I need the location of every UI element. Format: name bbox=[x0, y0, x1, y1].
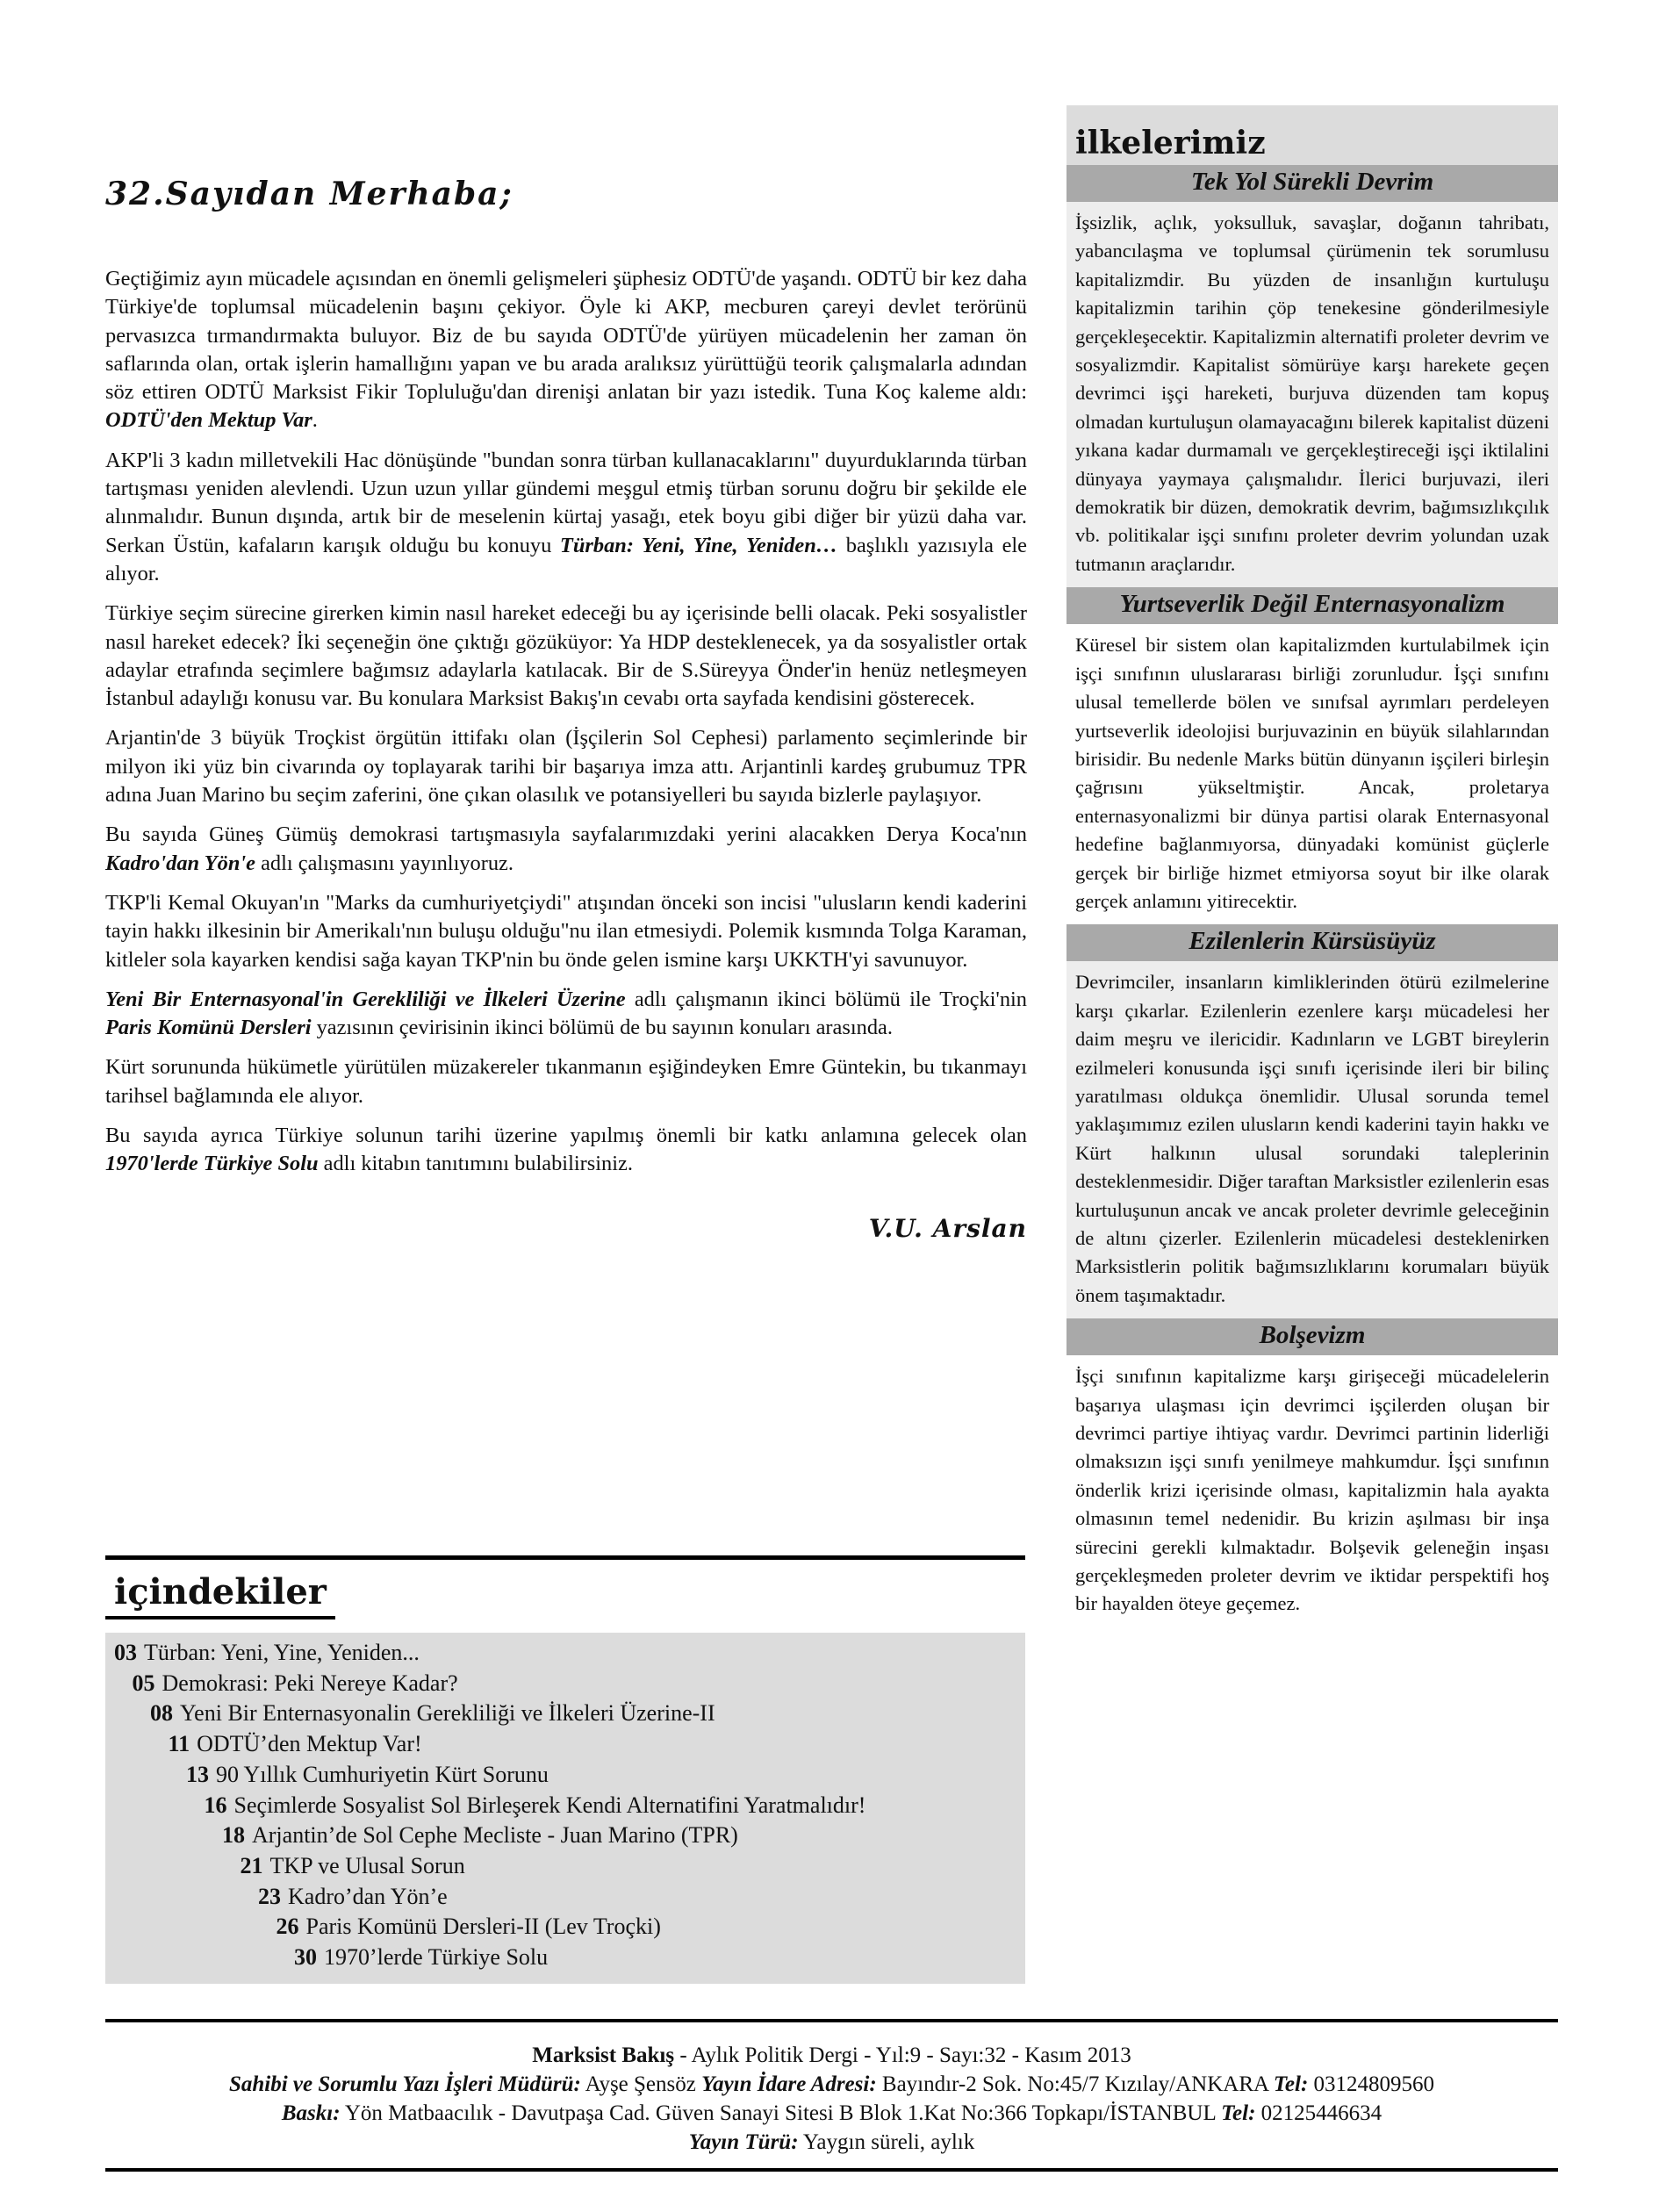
toc-item-title: Kadro’dan Yön’e bbox=[288, 1883, 448, 1909]
tel-value: 02125446634 bbox=[1255, 2101, 1382, 2125]
toc-item[interactable] bbox=[241, 1853, 465, 1879]
footer-bottom-rule bbox=[105, 2168, 1558, 2172]
tel-label: Tel: bbox=[1273, 2072, 1309, 2096]
colophon-line-4 bbox=[105, 2128, 1558, 2157]
print-label: Baskı: bbox=[281, 2101, 341, 2125]
editorial-body bbox=[105, 265, 1027, 1179]
toc-item[interactable] bbox=[114, 1640, 420, 1666]
article-title-reference: Paris Komünü Dersleri bbox=[105, 1016, 312, 1040]
principle-heading: Yurtseverlik Değil Enternasyonalizm bbox=[1066, 587, 1558, 624]
editorial-signature: V.U. Arslan bbox=[868, 1213, 1027, 1243]
address-label: Yayın İdare Adresi: bbox=[701, 2072, 877, 2096]
tel-label: Tel: bbox=[1221, 2101, 1256, 2125]
toc-item[interactable] bbox=[205, 1792, 866, 1819]
table-of-contents bbox=[105, 1633, 1025, 1984]
address-value: Bayındır-2 Sok. No:45/7 Kızılay/ANKARA bbox=[876, 2072, 1274, 2096]
toc-page-number: 11 bbox=[168, 1731, 190, 1757]
principle-heading: Tek Yol Sürekli Devrim bbox=[1066, 165, 1558, 202]
toc-page-number: 30 bbox=[294, 1944, 317, 1970]
sidebar-header-band bbox=[1066, 105, 1558, 165]
toc-item-title: TKP ve Ulusal Sorun bbox=[269, 1852, 465, 1878]
article-title-reference: ODTÜ'den Mektup Var bbox=[105, 408, 312, 433]
colophon-line-1 bbox=[105, 2041, 1558, 2070]
article-title-reference: Kadro'dan Yön'e bbox=[105, 851, 255, 875]
editorial bbox=[105, 176, 1027, 1243]
toc-item-title: Yeni Bir Enternasyonalin Gerekliliği ve İlkeleri Üzerine-II bbox=[180, 1700, 715, 1727]
print-value: Yön Matbaacılık - Davutpaşa Cad. Güven Sanayi Sitesi B Blok 1.Kat No:366 Topkapı/İSTANBUL bbox=[340, 2101, 1222, 2125]
editorial-paragraph bbox=[105, 1053, 1027, 1110]
paragraph-text: başlıklı yazısıyla ele alıyor. bbox=[105, 533, 1027, 585]
paragraph-text: . bbox=[312, 408, 318, 433]
paragraph-text: Türkiye seçim sürecine girerken kimin nasıl hareket edeceği bu ay içerisinde belli olacak. Peki sosyalistler nasıl hareket edecek? İki seçeneğin öne çıktığı gözüküyor: Ya HDP desteklenecek, ya da sosyalistler ortak adaylar etrafında seçimlere bağımsız adaylarla katılacak. Bir de S.Süreyya Önder'in henüz netleşmeyen İstanbul adaylığı konusu var. Bu konulara Marksist Bakış'ın cevabı orta sayfada kendisini gösterecek. bbox=[105, 601, 1027, 711]
paragraph-text: adlı çalışmanın ikinci bölümü ile Troçki'nin bbox=[625, 987, 1027, 1011]
toc-page-number: 23 bbox=[258, 1883, 281, 1909]
colophon-line-3 bbox=[105, 2099, 1558, 2128]
toc-item[interactable] bbox=[258, 1884, 448, 1910]
owner-label: Sahibi ve Sorumlu Yazı İşleri Müdürü: bbox=[228, 2072, 581, 2096]
editorial-paragraph bbox=[105, 724, 1027, 809]
toc-item-title: 90 Yıllık Cumhuriyetin Kürt Sorunu bbox=[216, 1761, 549, 1787]
toc-page-number: 21 bbox=[240, 1852, 263, 1878]
editorial-title: 32.Sayıdan Merhaba; bbox=[105, 176, 514, 212]
toc-item[interactable] bbox=[294, 1944, 548, 1971]
principle-heading: Ezilenlerin Kürsüsüyüz bbox=[1066, 924, 1558, 961]
toc-top-rule bbox=[105, 1555, 1025, 1560]
editorial-paragraph bbox=[105, 265, 1027, 435]
article-title-reference: Türban: Yeni, Yine, Yeniden… bbox=[559, 533, 838, 557]
editorial-paragraph bbox=[105, 986, 1027, 1043]
tel-value: 03124809560 bbox=[1308, 2072, 1435, 2096]
colophon bbox=[105, 2041, 1558, 2157]
toc-item-title: ODTÜ’den Mektup Var! bbox=[197, 1731, 422, 1757]
toc-title: içindekiler bbox=[105, 1571, 335, 1620]
principle-body: Devrimciler, insanların kimliklerinden ötürü ezilmelerine karşı çıkarlar. Ezilenlerin ezenlere karşı mücadelesi her daim meşru ve ilericidir. Kadınların ve LGBT bireylerin ezilmeleri konusunda işçi sınıfı içerisinde ileri bir bilinç yaratılması oldukça önemlidir. Ulusal sorunda temel yaklaşımımız ezilen ulusların kendi kaderini tayin hakkı ve Kürt halkının ulusal sorundaki taleplerinin desteklenmesidir. Diğer taraftan Marksistler ezilenlerin esas kurtuluşunun ancak ve ancak proleter devrimle geleceğinin de altını çizerler. Ezilenlerin mücadelesi desteklenirken Marksistlerin politik bağımsızlıklarını korumaları büyük önem taşımaktadır. bbox=[1066, 961, 1558, 1318]
principles-sidebar bbox=[1066, 105, 1558, 1994]
toc-item-title: Arjantin’de Sol Cephe Mecliste - Juan Marino (TPR) bbox=[252, 1822, 738, 1849]
paragraph-text: TKP'li Kemal Okuyan'ın "Marks da cumhuriyetçiydi" atışından önceki son incisi "ulusların kendi kaderini tayin hakkı ilkesinin bir Amerikalı'nın buluşu olduğu"nu ilan etmesiydi. Polemik kısmında Tolga Karaman, kitleler sola kayarken kendisi sağa kayan TKP'nin bu önde gelen ismine karşı UKKTH'yi savunuyor. bbox=[105, 890, 1027, 972]
principle-body: İşçi sınıfının kapitalizme karşı girişeceği mücadelelerin başarıya ulaşması için devrimci işçilerden oluşan bir devrimci partiye ihtiyaç vardır. Devrimci partinin liderliği olmaksızın işçi sınıfı yenilmeye mahkumdur. İşçi sınıfının önderlik krizi içerisinde olması, kapitalizmin hala ayakta olmasının temel nedenidir. Bu krizin aşılması bir inşa sürecini gerekli kılmaktadır. Bolşevik geleneğin inşası gerçekleşmeden proleter devrim ve iktidar perspektifi hoş bir hayalden öteye geçemez. bbox=[1066, 1355, 1558, 1627]
principle-heading: Bolşevizm bbox=[1066, 1318, 1558, 1355]
toc-item[interactable] bbox=[186, 1762, 549, 1788]
publication-type-value: Yaygın süreli, aylık bbox=[798, 2130, 975, 2154]
toc-page-number: 26 bbox=[276, 1914, 299, 1940]
toc-item[interactable] bbox=[222, 1822, 738, 1849]
paragraph-text: Kürt sorununda hükümetle yürütülen müzakereler tıkanmanın eşiğindeyken Emre Güntekin, bu tıkanmayı tarihsel bağlamında ele alıyor. bbox=[105, 1055, 1027, 1108]
editorial-paragraph bbox=[105, 1122, 1027, 1179]
magazine-name: Marksist Bakış bbox=[532, 2043, 675, 2067]
toc-page-number: 03 bbox=[114, 1640, 137, 1665]
toc-page-number: 18 bbox=[222, 1822, 245, 1849]
paragraph-text: yazısının çevirisinin ikinci bölümü de bu sayının konuları arasında. bbox=[311, 1016, 893, 1040]
sidebar-label: ilkelerimiz bbox=[1075, 125, 1266, 162]
toc-page-number: 16 bbox=[204, 1792, 227, 1818]
paragraph-text: adlı çalışmasını yayınlıyoruz. bbox=[255, 851, 514, 875]
sidebar-sections bbox=[1066, 165, 1558, 1627]
footer-top-rule bbox=[105, 2019, 1558, 2022]
editorial-paragraph bbox=[105, 600, 1027, 713]
editorial-paragraph bbox=[105, 889, 1027, 974]
paragraph-text: Bu sayıda ayrıca Türkiye solunun tarihi üzerine yapılmış önemli bir katkı anlamına gelecek olan bbox=[105, 1124, 1027, 1148]
principle-body: İşsizlik, açlık, yoksulluk, savaşlar, doğanın tahribatı, yabancılaşma ve toplumsal çürümenin tek sorumlusu kapitalizmdir. Bu yüzden de insanlığın kurtuluşu kapitalizmin tarihin çöp tenekesine gönderilmesiyle gerçekleşecektir. Kapitalizmin alternatifi proleter devrim ve sosyalizmdir. Kapitalist sömürüye karşı harekete geçen devrimci işçi hareketi, burjuva düzenden tam kopuş olmadan kurtuluşun olamayacağını bilerek kapitalist düzeni yıkana kadar durmamalı ve gerçekleştireceği işçi iktilalini dünyaya yaymaya çalışmalıdır. İlerici burjuvazi, ileri demokratik bir düzen, demokratik devrim, bağımsızlıkçılık vb. politikalar işçi sınıfını proleter devrim yolundan uzak tutmanın araçlarıdır. bbox=[1066, 202, 1558, 587]
article-title-reference: 1970'lerde Türkiye Solu bbox=[105, 1152, 319, 1176]
issue-info: - Aylık Politik Dergi - Yıl:9 - Sayı:32 - Kasım 2013 bbox=[674, 2043, 1131, 2067]
toc-item[interactable] bbox=[276, 1914, 661, 1940]
paragraph-text: adlı kitabın tanıtımını bulabilirsiniz. bbox=[318, 1152, 633, 1176]
publication-type-label: Yayın Türü: bbox=[688, 2130, 799, 2154]
colophon-line-2 bbox=[105, 2070, 1558, 2099]
toc-item[interactable] bbox=[169, 1731, 422, 1757]
toc-item[interactable] bbox=[150, 1700, 715, 1727]
paragraph-text: Bu sayıda Güneş Gümüş demokrasi tartışmasıyla sayfalarımızdaki yerini alacakken Derya Koca'nın bbox=[105, 822, 1027, 847]
toc-page-number: 08 bbox=[150, 1700, 173, 1727]
toc-item[interactable] bbox=[133, 1670, 458, 1697]
paragraph-text: AKP'li 3 kadın milletvekili Hac dönüşünde "bundan sonra türban kullanacaklarını" duyurduklarında türban tartışması yeniden alevlendi. Uzun uzun yıllar gündemi meşgul etmiş türban sorunu doğru bir şekilde ele alınmalıdır. Bunun dışında, artık bir de meselenin kürtaj yasağı, etek boyu gibi diğer bir yüzü daha var. Serkan Üstün, kafaların karışık olduğu bu konuyu bbox=[105, 448, 1027, 557]
toc-page-number: 13 bbox=[186, 1761, 209, 1787]
owner-value: Ayşe Şensöz bbox=[580, 2072, 702, 2096]
editorial-paragraph bbox=[105, 821, 1027, 878]
toc-item-title: Türban: Yeni, Yine, Yeniden... bbox=[144, 1640, 420, 1665]
toc-item-title: Demokrasi: Peki Nereye Kadar? bbox=[162, 1670, 458, 1696]
toc-item-title: 1970’lerde Türkiye Solu bbox=[324, 1944, 549, 1970]
paragraph-text: Geçtiğimiz ayın mücadele açısından en önemli gelişmeleri şüphesiz ODTÜ'de yaşandı. ODTÜ bir kez daha Türkiye'de toplumsal mücadelenin başını çekiyor. Öyle ki AKP, mecburen çareyi devlet terörünü pervasızca tırmandırmakta buluyor. Biz de bu sayıda ODTÜ'de yürüyen mücadelenin her zaman ön saflarında olan, ortak işlerin hamallığını yapan ve bu arada aralıksız yürüttüğü teorik çalışmalarla adından söz ettiren ODTÜ Marksist Fikir Topluluğu'dan direnişi anlatan bir yazı istedik. Tuna Koç kaleme aldı: bbox=[105, 267, 1027, 405]
toc-page-number: 05 bbox=[132, 1670, 155, 1696]
toc-item-title: Seçimlerde Sosyalist Sol Birleşerek Kendi Alternatifini Yaratmalıdır! bbox=[233, 1792, 866, 1818]
editorial-paragraph bbox=[105, 447, 1027, 588]
article-title-reference: Yeni Bir Enternasyonal'in Gerekliliği ve İlkeleri Üzerine bbox=[105, 987, 626, 1011]
principle-body: Küresel bir sistem olan kapitalizmden kurtulabilmek için işçi sınıfının uluslararası birliği zorunludur. İşçi sınıfını ulusal temellerde bölen ve sınıfsal ayrımları perdeleyen yurtseverlik ideolojisi burjuvazinin en büyük silahlarından birisidir. Bu nedenle Marks bütün dünyanın işçileri birleşin çağrısını yükseltmiştir. Ancak, proletarya enternasyonalizmi bir dünya partisi olarak Enternasyonal hedefine bağlanmıyorsa, dünyadaki komünist güçlerle gerçek bir birliğe hizmet etmiyorsa soyut bir ilke olarak gerçek anlamını yitirecektir. bbox=[1066, 624, 1558, 924]
paragraph-text: Arjantin'de 3 büyük Troçkist örgütün ittifakı olan (İşçilerin Sol Cephesi) parlamento seçimlerinde bir milyon iki yüz bin civarında oy toplayarak tarihi bir başarıya imza attı. Arjantinli kardeş grubumuz TPR adına Juan Marino bu seçim zaferini, öne çıkan olasılık ve potansiyelleri bu sayıda bizlerle paylaşıyor. bbox=[105, 726, 1027, 808]
toc-item-title: Paris Komünü Dersleri-II (Lev Troçki) bbox=[305, 1914, 661, 1940]
